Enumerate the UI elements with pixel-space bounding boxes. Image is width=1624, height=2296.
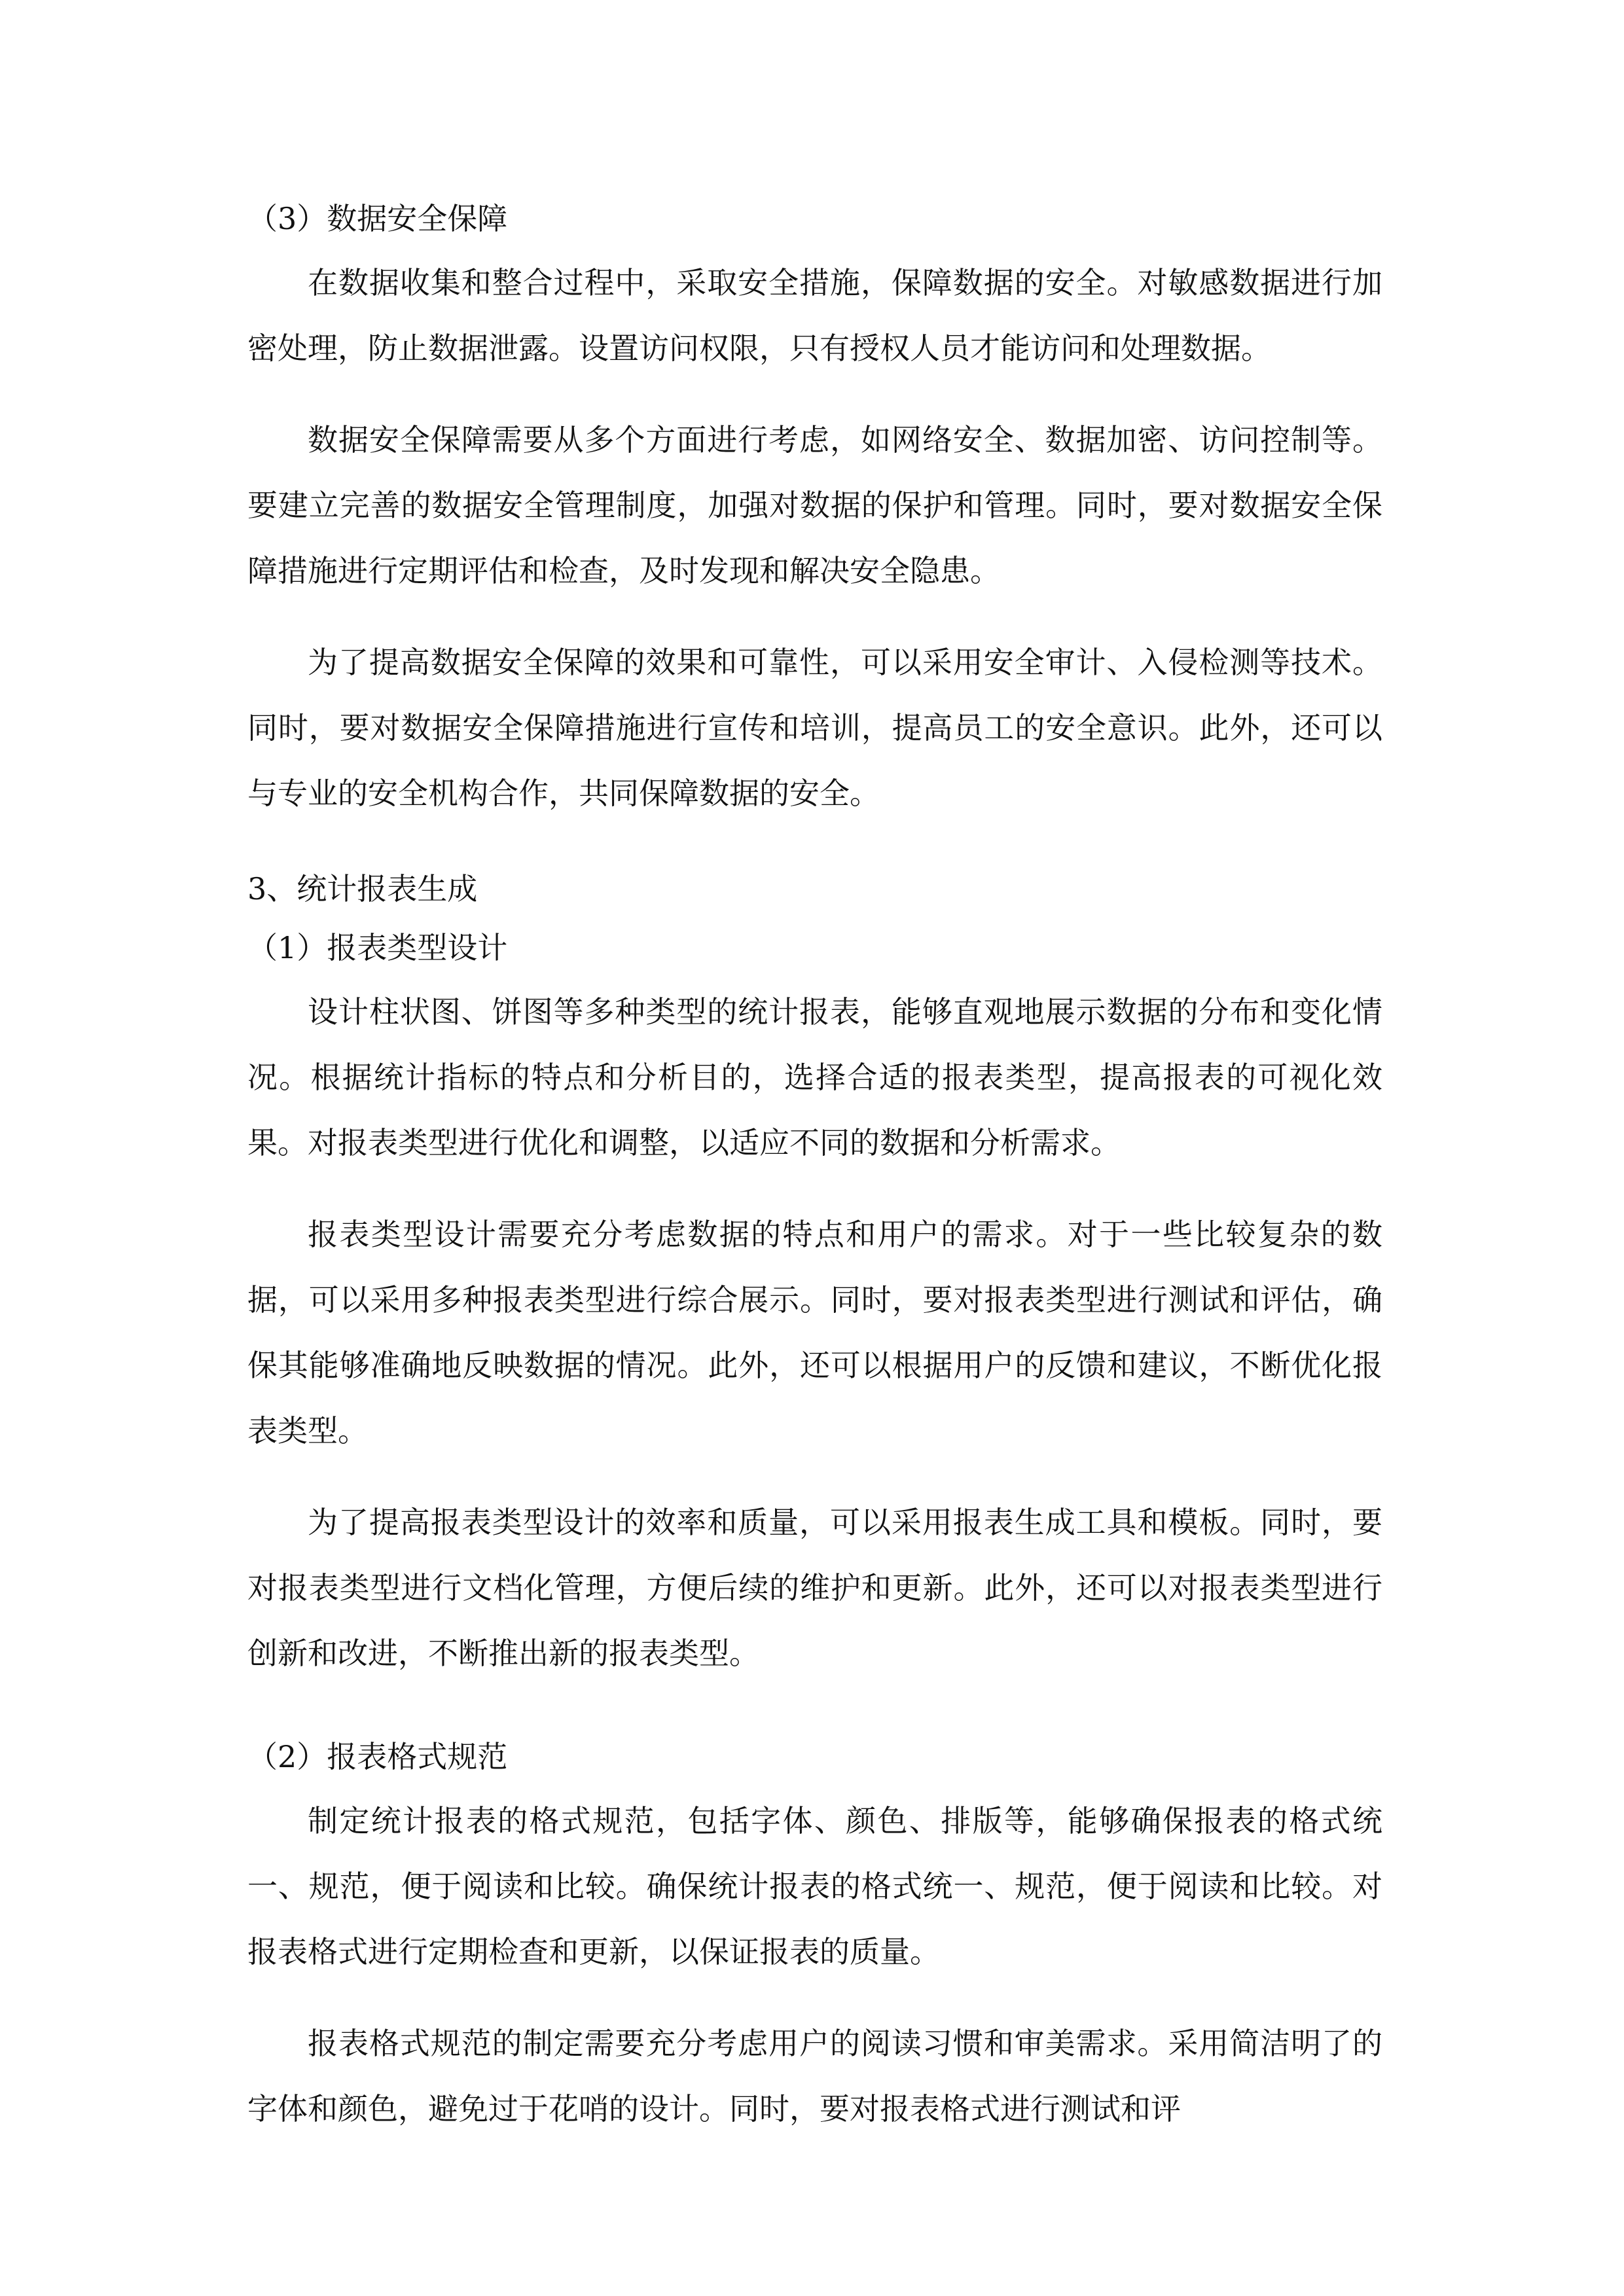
paragraph: 为了提高数据安全保障的效果和可靠性，可以采用安全审计、入侵检测等技术。同时，要对数据安全保障措施进行宣传和培训，提高员工的安全意识。此外，还可以与专业的安全机构合作，共同保障数据的安全。 [247,645,1382,811]
paragraph: 在数据收集和整合过程中，采取安全措施，保障数据的安全。对敏感数据进行加密处理，防止数据泄露。设置访问权限，只有授权人员才能访问和处理数据。 [247,265,1382,366]
section-heading-report-type-design: （1）报表类型设计 [247,930,508,965]
paragraph: 报表类型设计需要充分考虑数据的特点和用户的需求。对于一些比较复杂的数据，可以采用多种报表类型进行综合展示。同时，要对报表类型进行测试和评估，确保其能够准确地反映数据的情况。此外，还可以根据用户的反馈和建议，不断优化报表类型。 [247,1217,1382,1448]
paragraph: 设计柱状图、饼图等多种类型的统计报表，能够直观地展示数据的分布和变化情况。根据统计指标的特点和分析目的，选择合适的报表类型，提高报表的可视化效果。对报表类型进行优化和调整，以适应不同的数据和分析需求。 [247,994,1382,1160]
paragraph: 为了提高报表类型设计的效率和质量，可以采用报表生成工具和模板。同时，要对报表类型进行文档化管理，方便后续的维护和更新。此外，还可以对报表类型进行创新和改进，不断推出新的报表类型。 [247,1505,1382,1671]
paragraph: 报表格式规范的制定需要充分考虑用户的阅读习惯和审美需求。采用简洁明了的字体和颜色，避免过于花哨的设计。同时，要对报表格式进行测试和评 [247,2026,1382,2126]
paragraph: 数据安全保障需要从多个方面进行考虑，如网络安全、数据加密、访问控制等。要建立完善的数据安全管理制度，加强对数据的保护和管理。同时，要对数据安全保障措施进行定期评估和检查，及时发现和解决安全隐患。 [247,422,1382,588]
section-heading-report-format: （2）报表格式规范 [247,1739,508,1774]
section-heading-data-security: （3）数据安全保障 [247,201,508,236]
page-content [247,190,1382,2142]
chapter-heading-report-generation: 3、统计报表生成 [247,871,478,906]
paragraph: 制定统计报表的格式规范，包括字体、颜色、排版等，能够确保报表的格式统一、规范，便于阅读和比较。确保统计报表的格式统一、规范，便于阅读和比较。对报表格式进行定期检查和更新，以保证报表的质量。 [247,1803,1382,1969]
